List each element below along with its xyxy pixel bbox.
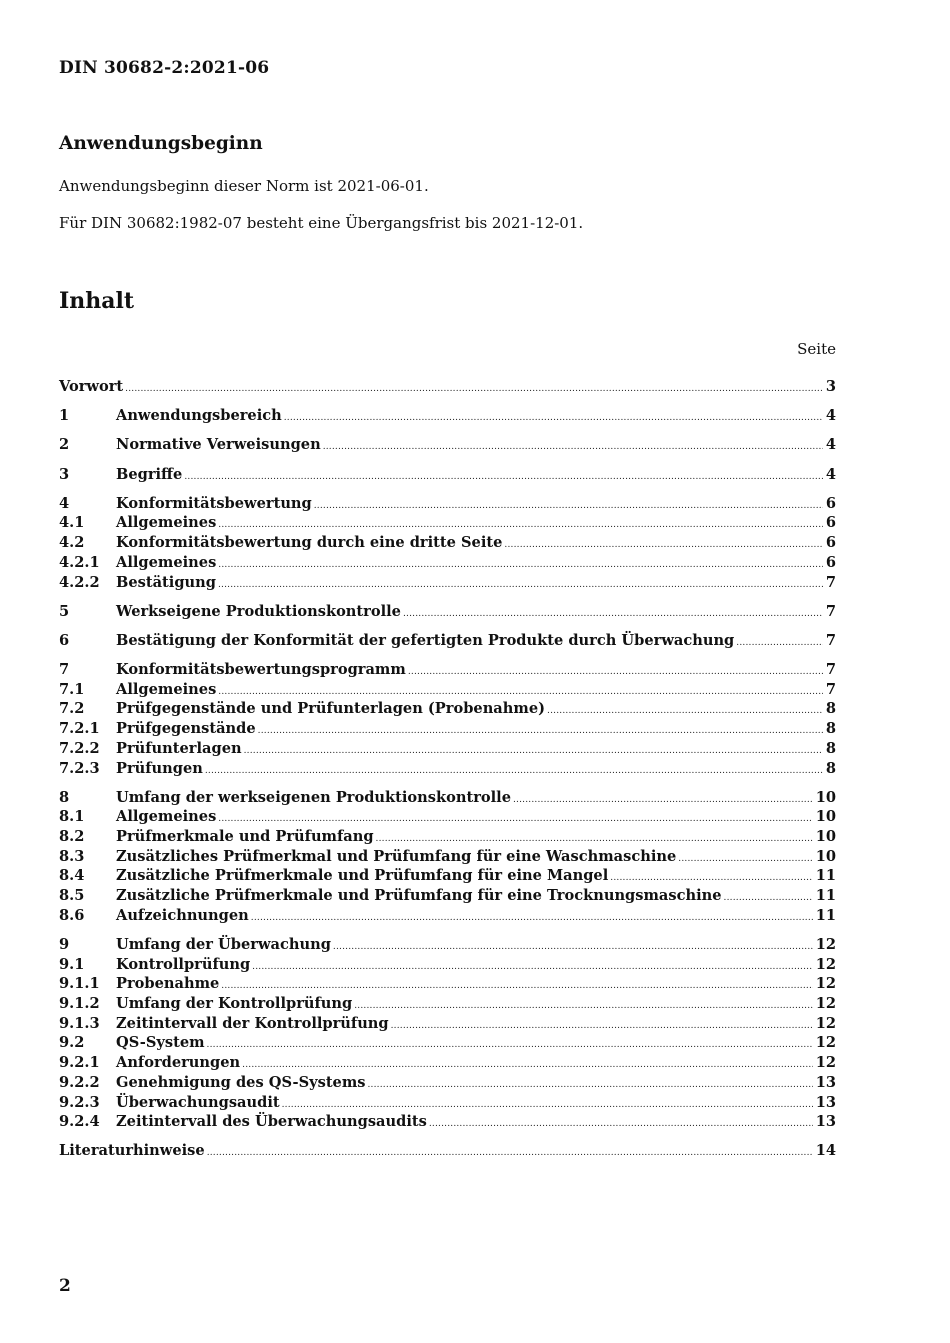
toc-entry-number: 7.1 xyxy=(59,680,85,698)
toc-entry-page: 12 xyxy=(815,1014,836,1032)
toc-entry[interactable] xyxy=(59,699,836,719)
toc-entry-title[interactable]: Allgemeines xyxy=(116,680,217,698)
toc-entry-page: 13 xyxy=(815,1093,836,1111)
toc-entry[interactable] xyxy=(59,1093,836,1113)
toc-entry-number: 7.2.3 xyxy=(59,759,100,777)
toc-entry-number: 8.6 xyxy=(59,906,85,924)
toc-entry[interactable] xyxy=(59,906,836,926)
toc-entry-title[interactable]: Vorwort xyxy=(59,378,124,395)
toc-page-column-label: Seite xyxy=(797,340,836,358)
toc-entry-page: 4 xyxy=(825,407,836,425)
toc-entry-number: 8 xyxy=(59,788,70,806)
toc-entry-title[interactable]: Umfang der werkseigenen Produktionskontrolle xyxy=(116,788,511,806)
toc-entry-number: 4.1 xyxy=(59,514,85,532)
toc-entry-title[interactable]: Konformitätsbewertungsprogramm xyxy=(116,661,406,679)
toc-entry[interactable] xyxy=(59,1141,836,1161)
toc-entry-title[interactable]: Kontrollprüfung xyxy=(116,955,251,973)
toc-entry-number: 9.2.1 xyxy=(59,1054,100,1072)
toc-entry-page: 11 xyxy=(815,887,836,905)
toc-entry-title[interactable]: Prüfungen xyxy=(116,759,203,777)
toc-entry[interactable] xyxy=(59,602,836,622)
toc-entry-title[interactable]: Zusätzliche Prüfmerkmale und Prüfumfang für eine Mangel xyxy=(116,867,609,885)
toc-entry[interactable] xyxy=(59,406,836,426)
toc-entry[interactable] xyxy=(59,1033,836,1053)
toc-leader-dots xyxy=(403,605,823,625)
paragraph-transition-period: Für DIN 30682:1982-07 besteht eine Übergangsfrist bis 2021-12-01. xyxy=(59,214,584,232)
toc-entry-title[interactable]: Begriffe xyxy=(116,465,183,483)
toc-entry[interactable] xyxy=(59,935,836,955)
toc-entry-title[interactable]: Anwendungsbereich xyxy=(116,407,282,425)
toc-entry[interactable] xyxy=(59,533,836,553)
toc-entry-page: 6 xyxy=(825,514,836,532)
toc-leader-dots xyxy=(284,409,823,429)
toc-entry-title[interactable]: Prüfgegenstände und Prüfunterlagen (Probenahme) xyxy=(116,700,546,718)
toc-entry[interactable] xyxy=(59,494,836,514)
toc-entry[interactable] xyxy=(59,660,836,680)
toc-leader-dots xyxy=(205,762,823,782)
toc-entry[interactable] xyxy=(59,680,836,700)
toc-entry-page: 3 xyxy=(825,378,836,395)
toc-entry-title[interactable]: Literaturhinweise xyxy=(59,1142,205,1160)
toc-entry[interactable] xyxy=(59,513,836,533)
toc-entry[interactable] xyxy=(59,719,836,739)
toc-entry-title[interactable]: Werkseigene Produktionskontrolle xyxy=(116,602,401,620)
table-of-contents xyxy=(59,377,836,1161)
toc-entry-title[interactable]: Bestätigung der Konformität der gefertigten Produkte durch Überwachung xyxy=(116,631,735,649)
toc-entry-page: 12 xyxy=(815,975,836,993)
toc-entry-number: 8.2 xyxy=(59,828,85,846)
toc-entry-title[interactable]: Überwachungsaudit xyxy=(116,1093,280,1111)
paragraph-start-date: Anwendungsbeginn dieser Norm ist 2021-06-01. xyxy=(59,177,429,195)
toc-entry-number: 9 xyxy=(59,936,70,953)
toc-entry-page: 12 xyxy=(815,1054,836,1072)
toc-entry-title[interactable]: Zeitintervall des Überwachungsaudits xyxy=(116,1113,427,1131)
toc-entry-page: 7 xyxy=(825,602,836,620)
toc-entry-number: 2 xyxy=(59,436,70,454)
toc-entry-number: 9.1 xyxy=(59,955,85,973)
toc-leader-dots xyxy=(429,1115,813,1135)
toc-leader-dots xyxy=(323,438,823,458)
section-title-anwendungsbeginn: Anwendungsbeginn xyxy=(59,133,263,154)
toc-entry-page: 7 xyxy=(825,631,836,649)
toc-entry-title[interactable]: Allgemeines xyxy=(116,514,217,532)
toc-entry-number: 9.2.2 xyxy=(59,1073,100,1091)
toc-entry-title[interactable]: Genehmigung des QS-Systems xyxy=(116,1073,366,1091)
toc-entry-number: 8.5 xyxy=(59,887,85,905)
toc-entry-title[interactable]: Zeitintervall der Kontrollprüfung xyxy=(116,1014,389,1032)
toc-entry-page: 10 xyxy=(815,847,836,865)
toc-entry-number: 1 xyxy=(59,407,70,425)
toc-entry-title[interactable]: Zusätzliche Prüfmerkmale und Prüfumfang für eine Trocknungsmaschine xyxy=(116,887,722,905)
toc-entry-title[interactable]: Konformitätsbewertung durch eine dritte Seite xyxy=(116,534,503,552)
toc-entry-page: 7 xyxy=(825,573,836,591)
toc-entry-number: 8.4 xyxy=(59,867,85,885)
document-id: DIN 30682-2:2021-06 xyxy=(59,58,270,78)
toc-leader-dots xyxy=(736,634,823,654)
toc-entry[interactable] xyxy=(59,377,836,397)
toc-entry-page: 11 xyxy=(815,906,836,924)
toc-entry-number: 8.1 xyxy=(59,808,85,826)
toc-entry[interactable] xyxy=(59,827,836,847)
toc-entry-title[interactable]: Prüfgegenstände xyxy=(116,720,256,738)
toc-entry-title[interactable]: Allgemeines xyxy=(116,553,217,571)
toc-entry-page: 7 xyxy=(825,661,836,679)
toc-entry-page: 4 xyxy=(825,436,836,454)
toc-entry-page: 8 xyxy=(825,739,836,757)
toc-leader-dots xyxy=(207,1144,813,1164)
toc-entry-number: 7 xyxy=(59,661,70,679)
toc-entry-page: 7 xyxy=(825,680,836,698)
toc-entry-number: 6 xyxy=(59,631,70,649)
toc-entry-page: 12 xyxy=(815,995,836,1013)
toc-entry[interactable] xyxy=(59,573,836,593)
toc-leader-dots xyxy=(218,576,823,596)
toc-heading: Inhalt xyxy=(59,288,135,314)
toc-entry[interactable] xyxy=(59,553,836,573)
toc-entry[interactable] xyxy=(59,465,836,485)
toc-entry-page: 10 xyxy=(815,828,836,846)
toc-entry-title[interactable]: Bestätigung xyxy=(116,573,216,591)
toc-entry-page: 6 xyxy=(825,553,836,571)
toc-entry-number: 5 xyxy=(59,602,70,620)
toc-entry-title[interactable]: Umfang der Überwachung xyxy=(116,936,331,953)
toc-entry-number: 4.2.1 xyxy=(59,553,100,571)
toc-entry[interactable] xyxy=(59,974,836,994)
toc-entry-title[interactable]: Aufzeichnungen xyxy=(116,906,249,924)
toc-entry[interactable] xyxy=(59,788,836,808)
toc-entry-title[interactable]: Normative Verweisungen xyxy=(116,436,321,454)
toc-entry-title[interactable]: Zusätzliches Prüfmerkmal und Prüfumfang für eine Waschmaschine xyxy=(116,847,677,865)
toc-leader-dots xyxy=(251,909,813,929)
toc-entry-page: 13 xyxy=(815,1113,836,1131)
toc-entry[interactable] xyxy=(59,739,836,759)
toc-entry-title[interactable]: Umfang der Kontrollprüfung xyxy=(116,995,353,1013)
toc-entry-number: 9.1.3 xyxy=(59,1014,100,1032)
toc-entry-number: 4 xyxy=(59,494,70,512)
toc-entry-page: 13 xyxy=(815,1073,836,1091)
toc-entry-title[interactable]: Anforderungen xyxy=(116,1054,241,1072)
toc-entry-title[interactable]: Konformitätsbewertung xyxy=(116,494,312,512)
toc-entry[interactable] xyxy=(59,1053,836,1073)
toc-entry-page: 12 xyxy=(815,936,836,953)
toc-entry[interactable] xyxy=(59,807,836,827)
toc-entry-page: 6 xyxy=(825,534,836,552)
toc-entry-number: 4.2.2 xyxy=(59,573,100,591)
page-number: 2 xyxy=(59,1276,71,1296)
toc-entry-page: 12 xyxy=(815,955,836,973)
toc-entry-number: 9.2 xyxy=(59,1034,85,1052)
toc-entry-number: 4.2 xyxy=(59,534,85,552)
toc-entry-number: 7.2.2 xyxy=(59,739,100,757)
toc-entry-number: 7.2.1 xyxy=(59,720,100,738)
toc-entry-page: 8 xyxy=(825,700,836,718)
toc-entry[interactable] xyxy=(59,1112,836,1132)
toc-entry-number: 3 xyxy=(59,465,70,483)
toc-entry-page: 11 xyxy=(815,867,836,885)
toc-entry-page: 8 xyxy=(825,720,836,738)
toc-entry[interactable] xyxy=(59,631,836,651)
toc-leader-dots xyxy=(125,380,823,400)
toc-entry[interactable] xyxy=(59,1073,836,1093)
toc-entry-page: 8 xyxy=(825,759,836,777)
toc-entry-number: 9.2.3 xyxy=(59,1093,100,1111)
toc-entry[interactable] xyxy=(59,847,836,867)
toc-leader-dots xyxy=(184,468,823,488)
toc-entry-title[interactable]: QS-System xyxy=(116,1034,205,1052)
toc-entry-title[interactable]: Probenahme xyxy=(116,975,220,993)
toc-entry[interactable] xyxy=(59,886,836,906)
toc-entry-number: 8.3 xyxy=(59,847,85,865)
toc-entry-page: 14 xyxy=(815,1142,836,1160)
toc-entry-page: 6 xyxy=(825,494,836,512)
toc-entry[interactable] xyxy=(59,1014,836,1034)
toc-entry-title[interactable]: Allgemeines xyxy=(116,808,217,826)
toc-entry[interactable] xyxy=(59,955,836,975)
toc-entry-page: 12 xyxy=(815,1034,836,1052)
toc-entry-page: 4 xyxy=(825,465,836,483)
toc-entry-number: 7.2 xyxy=(59,700,85,718)
toc-entry-page: 10 xyxy=(815,788,836,806)
toc-entry[interactable] xyxy=(59,759,836,779)
toc-entry-number: 9.2.4 xyxy=(59,1113,100,1131)
toc-entry-number: 9.1.2 xyxy=(59,995,100,1013)
toc-entry[interactable] xyxy=(59,866,836,886)
toc-entry-title[interactable]: Prüfunterlagen xyxy=(116,739,242,757)
toc-entry-title[interactable]: Prüfmerkmale und Prüfumfang xyxy=(116,828,374,846)
toc-entry-page: 10 xyxy=(815,808,836,826)
toc-entry[interactable] xyxy=(59,435,836,455)
toc-entry-number: 9.1.1 xyxy=(59,975,100,993)
toc-entry[interactable] xyxy=(59,994,836,1014)
